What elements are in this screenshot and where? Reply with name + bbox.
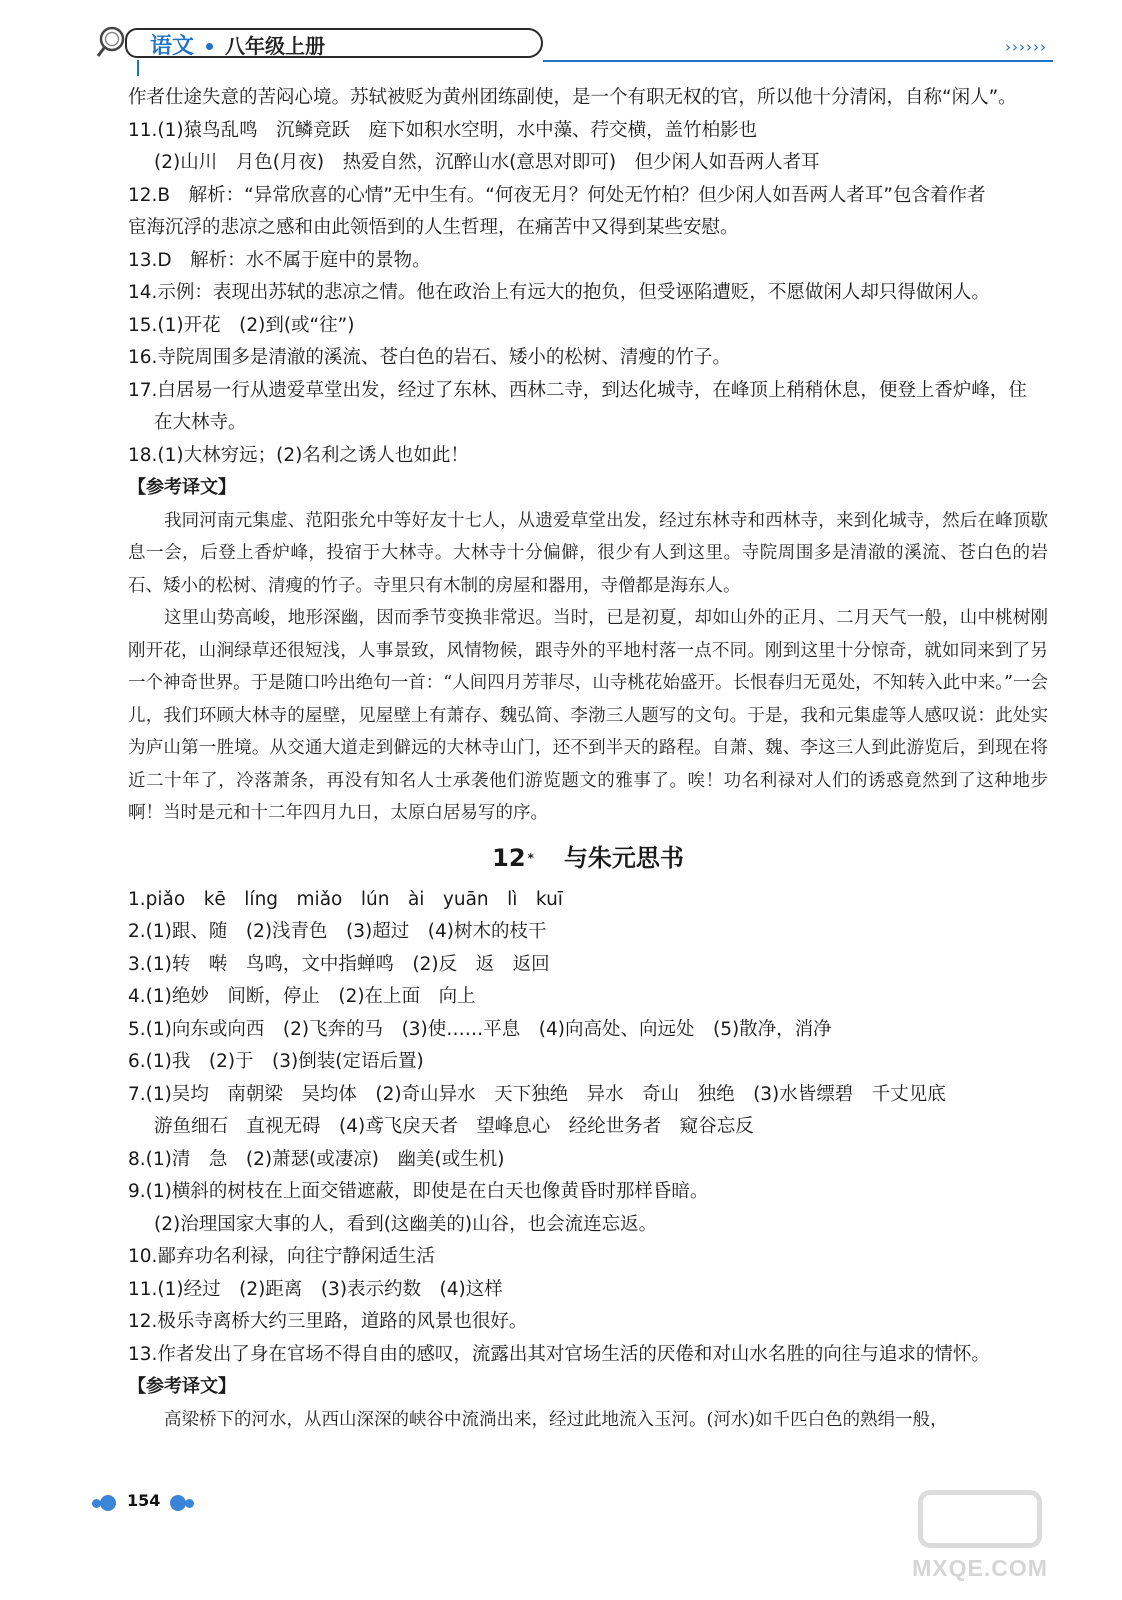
answer-content xyxy=(128,82,1048,1436)
answer-line: 15.(1)开花 (2)到(或“往”) xyxy=(128,314,355,336)
page-number: 154 xyxy=(127,1491,161,1510)
translation-paragraph: 我同河南元集虚、范阳张允中等好友十七人，从遗爱草堂出发，经过东林寺和西林寺，来到化城寺，然后在峰顶歇息一会，后登上香炉峰，投宿于大林寺。大林寺十分偏僻，很少有人到这里。寺院周围多是清澈的溪流、苍白色的岩石、矮小的松树、清瘦的竹子。寺里只有木制的房屋和器用，寺僧都是海东人。 xyxy=(128,510,1048,596)
answer-line: 11.(1)猿鸟乱鸣 沉鳞竞跃 庭下如积水空明，水中藻、荇交横，盖竹柏影也 xyxy=(128,119,758,141)
answer-line: 6.(1)我 (2)于 (3)倒装(定语后置) xyxy=(128,1051,424,1072)
answer-line: 9.(1)横斜的树枝在上面交错遮蔽，即使是在白天也像黄昏时那样昏暗。 xyxy=(128,1181,709,1202)
answer-line: 7.(1)吴均 南朝梁 吴均体 (2)奇山异水 天下独绝 异水 奇山 独绝 (3)水皆缥碧 千丈见底 xyxy=(128,1083,946,1105)
translation-paragraph: 这里山势高峻，地形深幽，因而季节变换非常迟。当时，已是初夏，却如山外的正月、二月天气一般，山中桃树刚刚开花，山涧绿草还很短浅，人事景致，风情物候，跟寺外的平地村落一点不同。刚到这里十分惊奇，就如同来到了另一个神奇世界。于是随口吟出绝句一首：“人间四月芳菲尽，山寺桃花始盛开。长恨春归无觅处，不知转入此中来。”一会儿，我们环顾大林寺的屋壁，见屋壁上有萧存、魏弘简、李渤三人题写的文句。于是，我和元集虚等人感叹说：此处实为庐山第一胜境。从交通大道走到僻远的大林寺山门，还不到半天的路程。自萧、魏、李这三人到此游览后，到现在将近二十年了，冷落萧条，再没有知名人士承袭他们游览题文的雅事了。唉！功名利禄对人们的诱惑竟然到了这种地步啊！当时是元和十二年四月九日，太原白居易写的序。 xyxy=(128,608,1048,823)
header-rule xyxy=(543,60,1053,62)
section-title xyxy=(128,832,1048,884)
answer-line: 3.(1)转 啭 鸟鸣，文中指蝉鸣 (2)反 返 返回 xyxy=(128,953,550,975)
watermark xyxy=(900,1490,1060,1582)
footer-dot-icon xyxy=(170,1495,186,1511)
answer-line: 17.白居易一行从遗爱草堂出发，经过了东林、西林二寺，到达化城寺，在峰顶上稍稍休息，便登上香炉峰，住 xyxy=(128,379,1027,401)
page-header xyxy=(95,22,1055,66)
watermark-logo xyxy=(918,1490,1042,1548)
grade-label: 八年级上册 xyxy=(225,34,325,58)
translation-paragraph: 高梁桥下的河水，从西山深深的峡谷中流淌出来，经过此地流入玉河。(河水)如千匹白色的熟绢一般， xyxy=(164,1409,948,1430)
answer-line: 10.鄙弃功名利禄，向往宁静闲适生活 xyxy=(128,1246,435,1267)
answer-line: 12.极乐寺离桥大约三里路，道路的风景也很好。 xyxy=(128,1311,528,1332)
subject-label: 语文 xyxy=(150,34,195,59)
answer-line: 作者仕途失意的苦闷心境。苏轼被贬为黄州团练副使，是一个有职无权的官，所以他十分清闲，自称“闲人”。 xyxy=(128,87,1017,108)
answer-line: (2)治理国家大事的人，看到(这幽美的)山谷，也会流连忘返。 xyxy=(154,1213,658,1235)
answer-line: 13.D 解析：水不属于庭中的景物。 xyxy=(128,249,431,271)
watermark-text: MXQE.COM xyxy=(912,1555,1048,1581)
answer-line: 8.(1)清 急 (2)萧瑟(或凄凉) 幽美(或生机) xyxy=(128,1148,505,1170)
answer-line: 5.(1)向东或向西 (2)飞奔的马 (3)使……平息 (4)向高处、向远处 (5)散净，消净 xyxy=(128,1018,832,1040)
answer-line: (2)山川 月色(月夜) 热爱自然，沉醉山水(意思对即可) 但少闲人如吾两人者耳 xyxy=(154,152,820,173)
answer-line: 游鱼细石 直视无碍 (4)鸢飞戾天者 望峰息心 经纶世务者 窥谷忘反 xyxy=(154,1116,754,1137)
answer-line: 18.(1)大林穷远；(2)名利之诱人也如此！ xyxy=(128,444,469,466)
section-number: 12 * xyxy=(492,843,534,872)
answer-line: 4.(1)绝妙 间断，停止 (2)在上面 向上 xyxy=(128,986,476,1007)
answer-line: 16.寺院周围多是清澈的溪流、苍白色的岩石、矮小的松树、清瘦的竹子。 xyxy=(128,347,731,368)
answer-line: 14.示例：表现出苏轼的悲凉之情。他在政治上有远大的抱负，但受诬陷遭贬，不愿做闲人却只得做闲人。 xyxy=(128,282,990,303)
answer-line: 13.作者发出了身在官场不得自由的感叹，流露出其对官场生活的厌倦和对山水名胜的向往与追求的情怀。 xyxy=(128,1343,990,1365)
reference-translation-heading: 【参考译文】 xyxy=(128,477,236,498)
magnifier-icon xyxy=(95,24,129,58)
answer-line: 1.piǎo kē líng miǎo lún ài yuān lì kuī xyxy=(128,888,563,910)
footer-dot-icon xyxy=(185,1499,194,1508)
answer-line: 11.(1)经过 (2)距离 (3)表示约数 (4)这样 xyxy=(128,1278,503,1300)
answer-line: 在大林寺。 xyxy=(154,412,247,433)
section-heading: 与朱元思书 xyxy=(563,843,684,872)
answer-line: 宦海沉浮的悲凉之感和由此领悟到的人生哲理，在痛苦中又得到某些安慰。 xyxy=(128,217,739,238)
answer-line: 12.B 解析：“异常欣喜的心情”无中生有。“何夜无月？何处无竹柏？但少闲人如吾两人者耳”包含着作者 xyxy=(128,184,986,206)
answer-line: 2.(1)跟、随 (2)浅青色 (3)超过 (4)树木的枝干 xyxy=(128,921,547,942)
reference-translation-heading: 【参考译文】 xyxy=(128,1376,236,1397)
chevrons-icon: ›››››› xyxy=(1005,38,1047,56)
footer-dot-icon xyxy=(100,1495,116,1511)
header-divider xyxy=(137,60,139,76)
bullet-dot xyxy=(206,43,213,50)
